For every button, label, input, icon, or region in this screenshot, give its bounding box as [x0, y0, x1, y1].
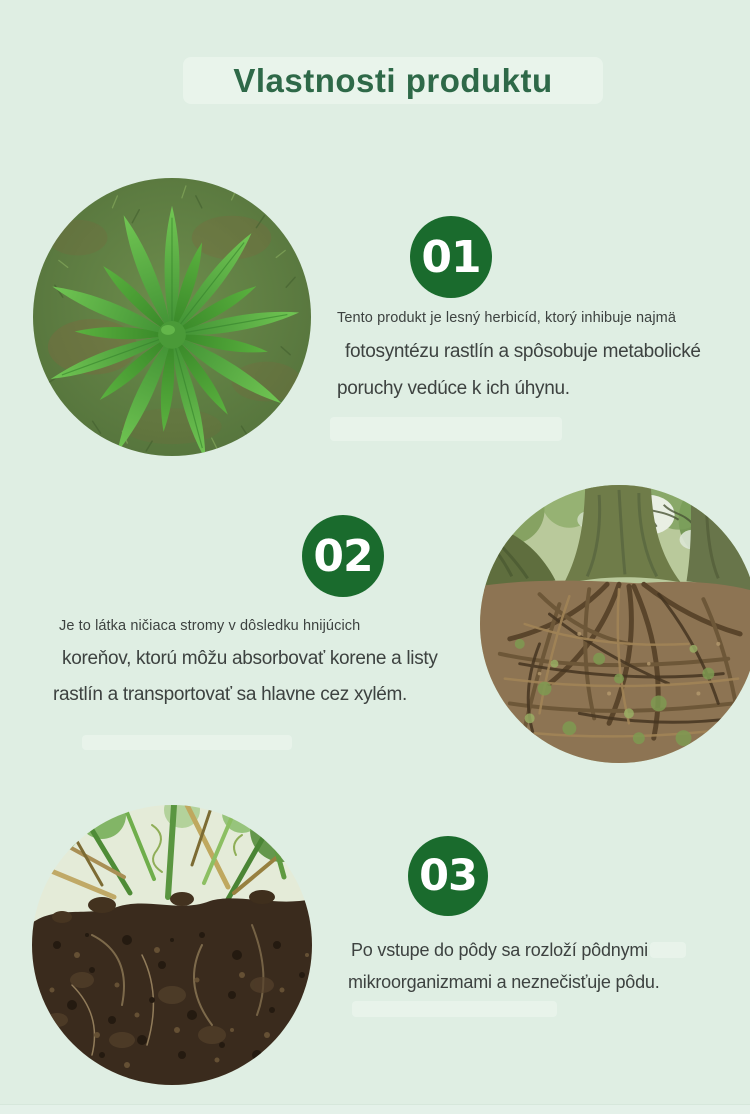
- tree-roots-photo: [480, 485, 750, 763]
- step-1-badge: [410, 216, 492, 298]
- feature-2-line-2: koreňov, ktorú môžu absorbovať korene a listy: [62, 648, 438, 669]
- title-band: [183, 57, 603, 104]
- feature-1-line-3: poruchy vedúce k ich úhynu.: [337, 378, 570, 399]
- step-3-number: 03: [419, 851, 477, 901]
- soil-photo: [32, 805, 312, 1085]
- feature-1-text: [337, 303, 701, 407]
- feature-1-line-2: fotosyntézu rastlín a spôsobuje metabolické: [345, 341, 701, 362]
- feature-1-line-1: Tento produkt je lesný herbicíd, ktorý inhibuje najmä: [337, 310, 676, 326]
- overlay-artifact: [650, 942, 686, 958]
- feature-3-line-2: mikroorganizmami a neznečisťuje pôdu.: [348, 972, 660, 992]
- overlay-artifact: [82, 735, 292, 750]
- overlay-artifact: [352, 1001, 557, 1017]
- feature-3-text: [348, 934, 660, 998]
- page-title: Vlastnosti produktu: [233, 61, 553, 99]
- bottom-edge-strip: [0, 1104, 750, 1114]
- feature-2-line-3: rastlín a transportovať sa hlavne cez xylém.: [53, 684, 408, 705]
- feature-2-line-1: Je to látka ničiaca stromy v dôsledku hnijúcich: [59, 618, 361, 634]
- step-2-badge: [302, 515, 384, 597]
- step-2-number: 02: [313, 530, 373, 582]
- feature-3-line-1: Po vstupe do pôdy sa rozloží pôdnymi: [351, 940, 648, 960]
- step-1-number: 01: [421, 231, 481, 283]
- weed-plant-photo: [33, 178, 311, 456]
- feature-2-text: [53, 611, 438, 713]
- overlay-artifact: [330, 417, 562, 441]
- step-3-badge: [408, 836, 488, 916]
